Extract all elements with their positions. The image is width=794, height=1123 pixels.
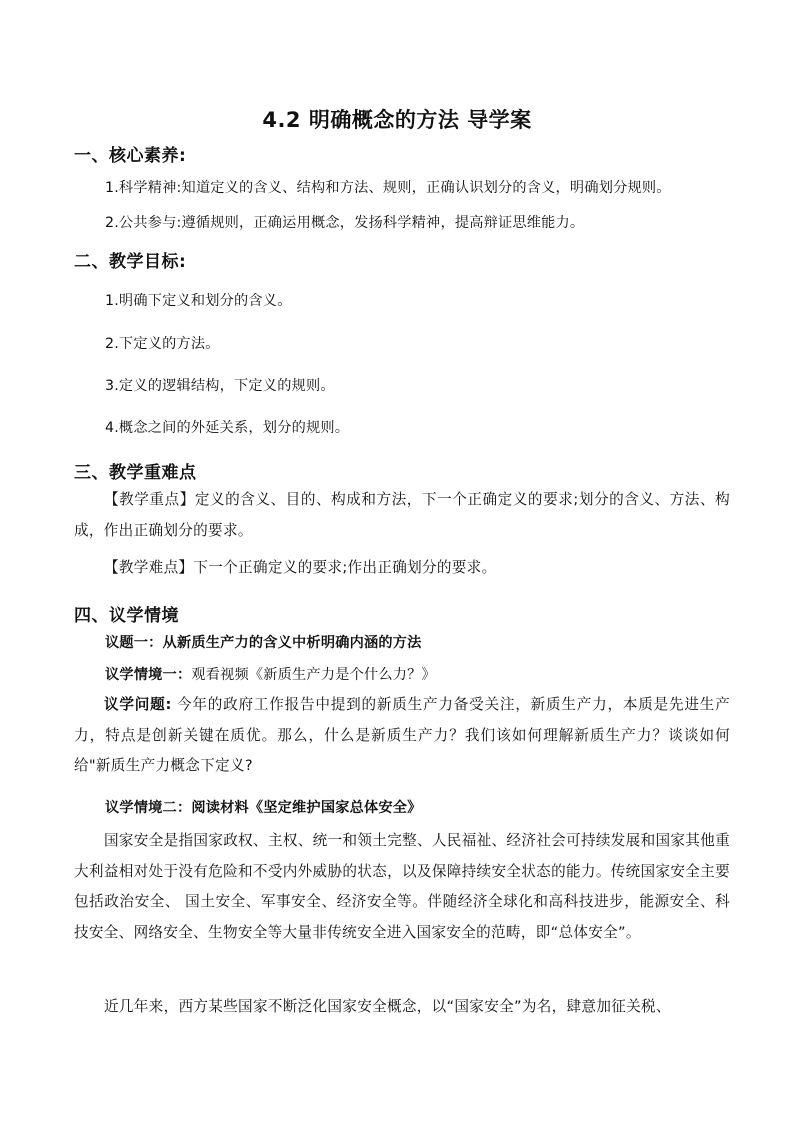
section-heading-teaching-goals: 二、教学目标:: [74, 252, 187, 272]
teaching-focus-paragraph: [74, 485, 730, 546]
teaching-focus-label: 【教学重点】: [104, 491, 195, 508]
goal-item-1: 1.明确下定义和划分的含义。: [105, 293, 292, 309]
section-heading-key-difficult-points: 三、教学重难点: [74, 463, 197, 483]
goal-item-3: 3.定义的逻辑结构，下定义的规则。: [105, 378, 335, 394]
national-security-paragraph-2: 近几年来，西方某些国家不断泛化国家安全概念，以“国家安全”为名，肆意加征关税、: [104, 998, 671, 1015]
section-heading-discussion-scenarios: 四、议学情境: [74, 606, 179, 626]
topic-1: 议题一：从新质生产力的含义中析明确内涵的方法: [105, 635, 422, 651]
scene-2: 议学情境二：阅读材料《坚定维护国家总体安全》: [105, 800, 422, 816]
scene-1: [105, 664, 436, 684]
core-literacy-item-1: 1.科学精神:知道定义的含义、结构和方法、规则，正确认识划分的含义，明确划分规则。: [105, 180, 671, 196]
national-security-paragraph-1: 国家安全是指国家政权、主权、统一和领土完整、人民福祉、经济社会可持续发展和国家其他重大利益相对处于没有危险和不受内外威胁的状态，以及保障持续安全状态的能力。传统国家安全主要包括政治安全、 国土安全、军事安全、经济安全等。伴随经济全球化和高科技进步，能源安全、科技安全、网络安全、生物安全等大量非传统安全进入国家安全的范畴，即“总体安全”。: [74, 832, 730, 941]
section-heading-core-literacy: 一、核心素养:: [74, 146, 187, 166]
goal-item-4: 4.概念之间的外延关系，划分的规则。: [105, 420, 350, 436]
document-title: 4.2 明确概念的方法 导学案: [262, 108, 532, 132]
teaching-difficulty-text: 下一个正确定义的要求;作出正确划分的要求。: [193, 559, 497, 576]
scene-1-label: 议学情境一：: [105, 667, 192, 683]
scene-1-text: 观看视频《新质生产力是个什么力？》: [191, 667, 436, 683]
discussion-question-label: 议学问题:: [104, 696, 172, 713]
teaching-difficulty-label: 【教学难点】: [104, 559, 194, 576]
goal-item-2: 2.下定义的方法。: [105, 336, 220, 352]
teaching-focus-text: 定义的含义、目的、构成和方法，下一个正确定义的要求;划分的含义、方法、构成，作出正确划分的要求。: [74, 491, 730, 539]
discussion-question-text: 今年的政府工作报告中提到的新质生产力备受关注，新质生产力，本质是先进生产力，特点是创新关键在质优。那么，什么是新质生产力？我们该如何理解新质生产力？谈谈如何给"新质生产力概念下定义?: [74, 696, 730, 774]
core-literacy-item-2: 2.公共参与:遵循规则，正确运用概念，发扬科学精神，提高辩证思维能力。: [105, 215, 585, 231]
discussion-question-paragraph: [74, 690, 730, 782]
teaching-difficulty-paragraph: [74, 553, 730, 584]
